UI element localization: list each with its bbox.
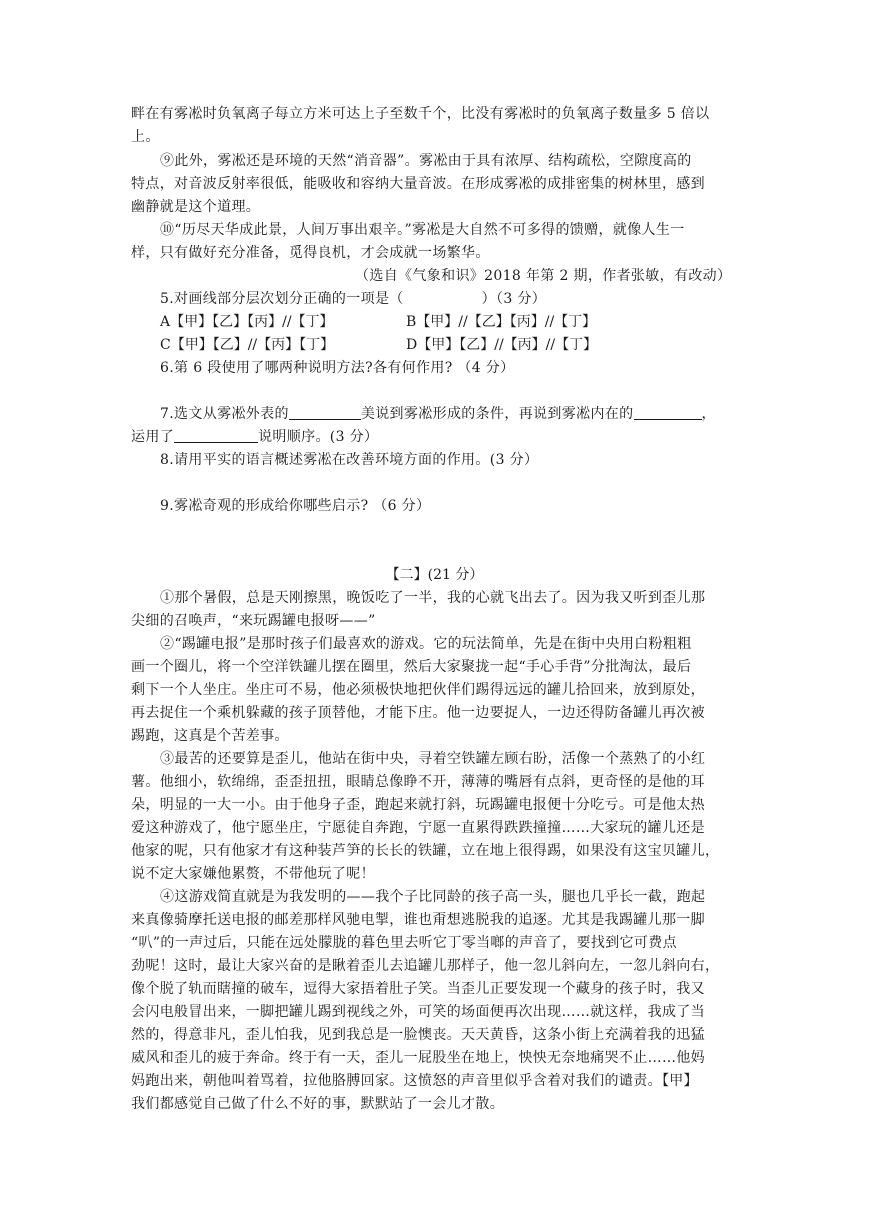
s2-paragraph-3-line: 爱这种游戏了，他宁愿坐庄，宁愿徒自奔跑，宁愿一直累得跌跌撞撞……大家玩的罐儿还是 (131, 820, 705, 836)
s2-paragraph-4-line: 像个脱了轨而瞎撞的破车，逗得大家捂着肚子笑。当歪儿正要发现一个藏身的孩子时，我又 (131, 981, 705, 997)
s2-paragraph-1-line: 尖细的召唤声，“来玩踢罐电报呀——” (131, 613, 376, 629)
s2-paragraph-2-line: 剩下一个人坐庄。坐庄可不易，他必须极快地把伙伴们踢得远远的罐儿拾回来，放到原处， (131, 682, 705, 698)
paragraph-continuation-line: 畔在有雾凇时负氧离子每立方米可达上子至数千个，比没有雾凇时的负氧离子数量多 5 倍以 (131, 106, 710, 122)
s2-paragraph-3-line: 朵，明显的一大一小。由于他身子歪，跑起来就打斜，玩踢罐电报便十分吃亏。可是他太热 (131, 797, 705, 813)
s2-paragraph-2-line: 再去捉住一个乘机躲藏的孩子顶替他，才能下庄。他一边要捉人，一边还得防备罐儿再次被 (131, 705, 705, 721)
s2-paragraph-2-line: ②“踢罐电报”是那时孩子们最喜欢的游戏。它的玩法简单，先是在街中央用白粉粗粗 (160, 636, 692, 652)
s2-paragraph-4-line: ④这游戏简直就是为我发明的——我个子比同龄的孩子高一头，腿也几乎长一截，跑起 (160, 889, 706, 905)
s2-paragraph-3-line: ③最苦的还要算是歪儿，他站在街中央，寻着空铁罐左顾右盼，活像一个蒸熟了的小红 (160, 751, 706, 767)
fill-blank-2 (634, 405, 702, 420)
s2-paragraph-2-line: 踢跑，这真是个苦差事。 (131, 728, 289, 744)
fill-blank-3 (174, 428, 258, 443)
source-citation: （选自《气象和识》2018 年第 2 期，作者张敏，有改动） (355, 268, 732, 284)
question-7-text: ， (701, 406, 716, 422)
question-6: 6.第 6 段使用了哪两种说明方法?各有何作用? （4 分） (160, 360, 515, 376)
option-a: A【甲】【乙】【丙】//【丁】 (160, 314, 334, 330)
s2-paragraph-4-line: 我们都感觉自己做了什么不好的事，默默站了一会儿才散。 (131, 1096, 505, 1112)
question-5 (160, 288, 767, 311)
question-7-text: 美说到雾凇形成的条件，再说到雾凇内在的 (360, 406, 634, 422)
section-heading: 【二】(21 分） (385, 567, 484, 583)
s2-paragraph-3-line: 他家的呢，只有他家才有这种装芦笋的长长的铁罐，立在地上很得踢，如果没有这宝贝罐儿， (131, 843, 720, 859)
paragraph-10-line: 样，只有做好充分准备，觅得良机，才会成就一场繁华。 (131, 245, 490, 261)
s2-paragraph-4-line: 妈跑出来，朝他叫着骂着，拉他胳膊回家。这愤怒的声音里似乎含着对我们的谴责。【甲】 (131, 1073, 698, 1089)
s2-paragraph-4-line: 然的，得意非凡，歪儿怕我，见到我总是一脸懊丧。天天黄昏，这条小街上充满着我的迅猛 (131, 1027, 705, 1043)
question-7-line1 (160, 403, 767, 426)
paragraph-10-line: ⑩“历尽天华成此景，人间万事出艰辛。”雾凇是大自然不可多得的馈赠，就像人生一 (160, 222, 685, 238)
option-c: C【甲】【乙】//【丙】【丁】 (160, 337, 335, 353)
paragraph-9-line: 特点，对音波反射率很低，能吸收和容纳大量音波。在形成雾凇的成排密集的树林里，感到 (131, 176, 705, 192)
question-7-text: 运用了 (131, 429, 175, 445)
s2-paragraph-3-line: 说不定大家嫌他累赘，不带他玩了呢！ (131, 866, 375, 882)
s2-paragraph-4-line: 会闪电般冒出来，一脚把罐儿踢到视线之外，可笑的场面便再次出现……就这样，我成了当 (131, 1004, 705, 1020)
question-7-text: 7.选文从雾凇外表的 (160, 406, 289, 422)
option-b: B【甲】//【乙】【丙】//【丁】 (406, 314, 597, 330)
fill-blank-1 (289, 405, 361, 420)
paragraph-9-line: 幽静就是这个道理。 (131, 199, 261, 215)
s2-paragraph-4-line: “叭”的一声过后，只能在远处朦胧的暮色里去听它丁零当啷的声音了，要找到它可费点 (131, 935, 677, 951)
paragraph-continuation-line: 上。 (131, 129, 160, 145)
option-d: D【甲】【乙】//【丙】//【丁】 (406, 337, 598, 353)
s2-paragraph-4-line: 劲呢！这时，最让大家兴奋的是瞅着歪儿去追罐儿那样子，他一忽儿斜向左，一忽儿斜向右， (131, 958, 720, 974)
question-7-text: 说明顺序。(3 分） (258, 429, 379, 445)
question-5-suffix: ）（3 分） (481, 291, 547, 307)
s2-paragraph-2-line: 画一个圈儿，将一个空洋铁罐儿摆在圈里，然后大家聚拢一起“手心手背”分批淘汰，最后 (131, 659, 692, 675)
s2-paragraph-4-line: 威风和歪儿的疲于奔命。终于有一天，歪儿一屁股坐在地上，怏怏无奈地痛哭不止……他妈 (131, 1050, 705, 1066)
question-5-prefix: 5.对画线部分层次划分正确的一项是（ (160, 291, 404, 307)
question-7-line2 (131, 426, 738, 449)
paragraph-9-line: ⑨此外，雾凇还是环境的天然“消音器”。雾凇由于具有浓厚、结构疏松，空隙度高的 (160, 153, 692, 169)
question-9: 9.雾凇奇观的形成给你哪些启示? （6 分） (160, 498, 431, 514)
s2-paragraph-1-line: ①那个暑假，总是天刚擦黑，晚饭吃了一半，我的心就飞出去了。因为我又听到歪儿那 (160, 590, 706, 606)
question-8: 8.请用平实的语言概述雾凇在改善环境方面的作用。(3 分） (160, 452, 539, 468)
s2-paragraph-4-line: 来真像骑摩托送电报的邮差那样风驰电掣，谁也甭想逃脱我的追逐。尤其是我踢罐儿那一脚 (131, 912, 705, 928)
s2-paragraph-3-line: 薯。他细小，软绵绵，歪歪扭扭，眼睛总像睁不开，薄薄的嘴唇有点斜，更奇怪的是他的耳 (131, 774, 705, 790)
